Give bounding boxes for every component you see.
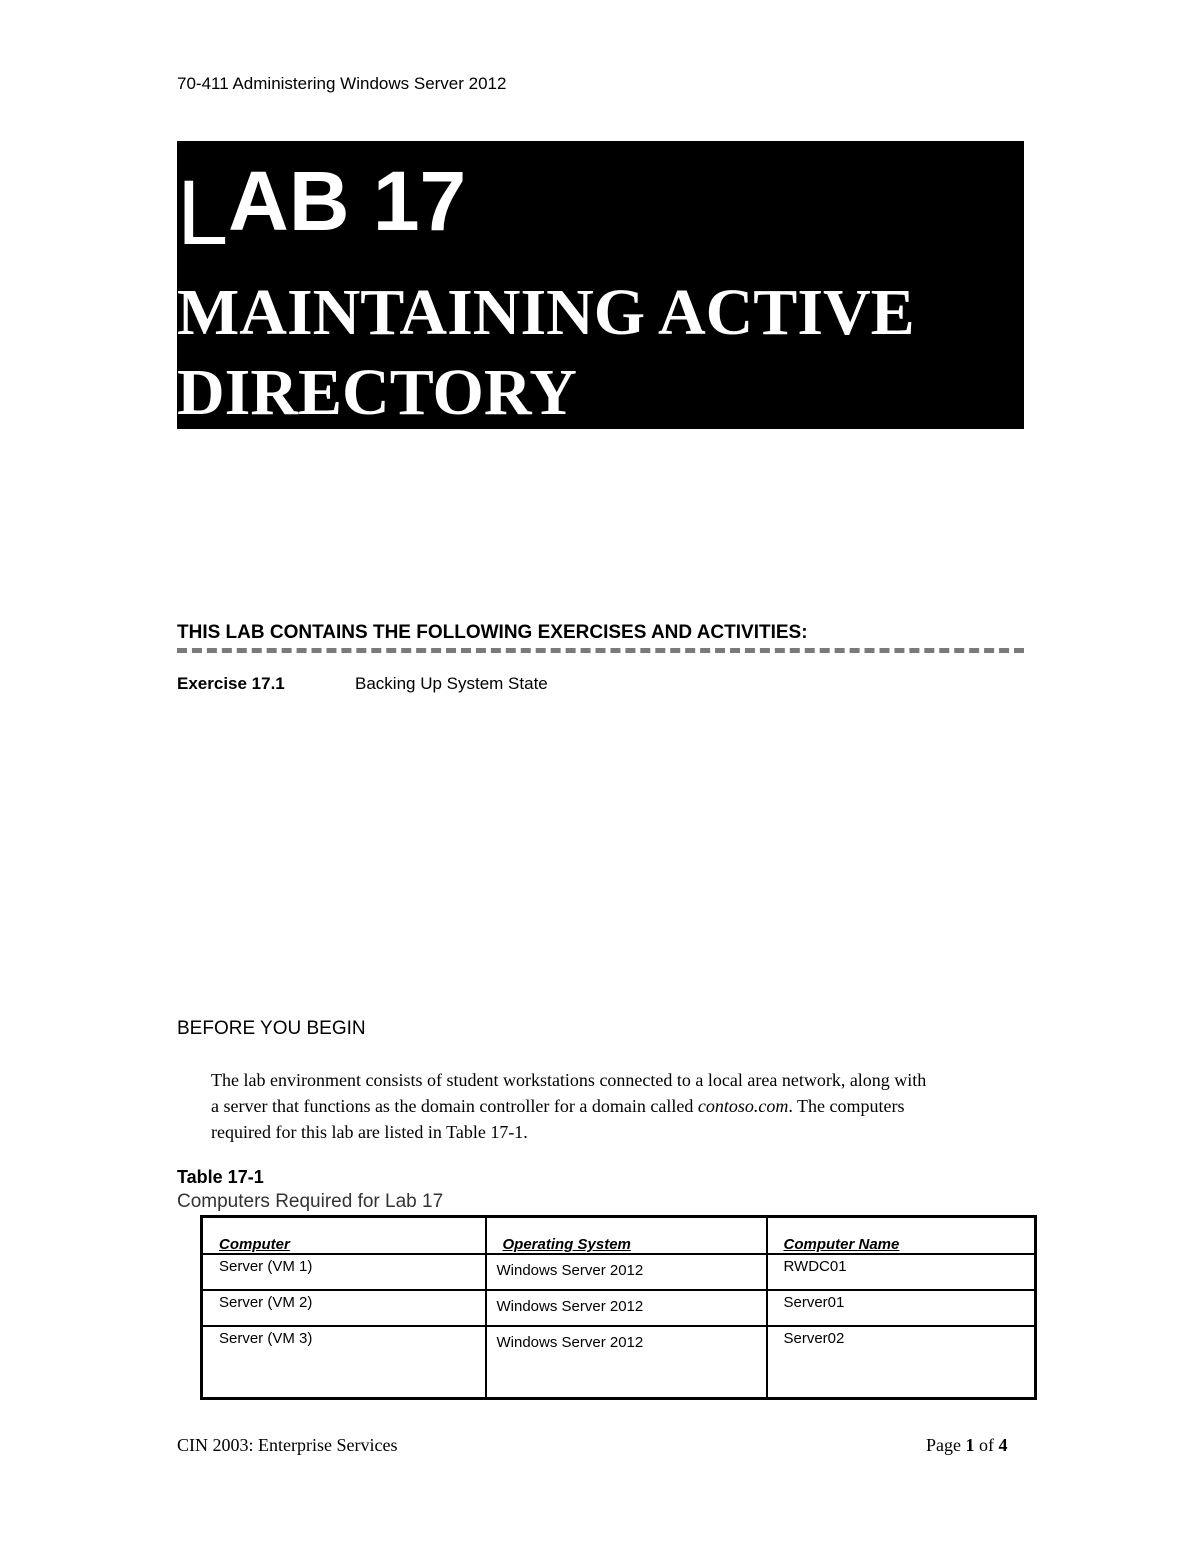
table-label: Table 17-1 bbox=[177, 1167, 264, 1187]
lab-number-rest: AB 17 bbox=[228, 154, 467, 248]
exercise-item bbox=[177, 674, 548, 694]
column-header: Computer bbox=[202, 1217, 486, 1255]
table-cell: RWDC01 bbox=[767, 1254, 1036, 1290]
table-row bbox=[202, 1290, 1036, 1326]
lab-first-letter: L bbox=[177, 162, 229, 264]
title-block bbox=[177, 141, 1024, 429]
exercise-number: Exercise 17.1 bbox=[177, 674, 285, 693]
exercise-name: Backing Up System State bbox=[355, 674, 548, 693]
lab-number bbox=[177, 153, 467, 264]
table-row bbox=[202, 1254, 1036, 1290]
table-cell: Windows Server 2012 bbox=[486, 1254, 767, 1290]
table-cell: Server (VM 1) bbox=[202, 1254, 486, 1290]
footer-course: CIN 2003: Enterprise Services bbox=[177, 1435, 398, 1455]
column-header: Operating System bbox=[486, 1217, 767, 1255]
intro-domain: contoso.com bbox=[697, 1096, 789, 1116]
footer-page-number: Page 1 of 4 bbox=[926, 1435, 1008, 1455]
table-cell: Windows Server 2012 bbox=[486, 1290, 767, 1326]
exercises-heading: THIS LAB CONTAINS THE FOLLOWING EXERCISES AND ACTIVITIES: bbox=[177, 622, 1024, 653]
table-cell: Server01 bbox=[767, 1290, 1036, 1326]
table-cell: Server (VM 3) bbox=[202, 1326, 486, 1399]
intro-paragraph bbox=[211, 1067, 931, 1145]
table-row bbox=[202, 1326, 1036, 1399]
table-header-row bbox=[202, 1217, 1036, 1255]
table-cell: Server (VM 2) bbox=[202, 1290, 486, 1326]
lab-title: MAINTAINING ACTIVE DIRECTORY bbox=[177, 276, 915, 429]
intro-text-part2: . The computers required for this lab are listed in Table 17-1. bbox=[211, 1096, 905, 1142]
intro-text-part1: The lab environment consists of student workstations connected to a local area network, along with a server that functions as the domain controller for a domain called bbox=[211, 1070, 927, 1116]
page-header: 70-411 Administering Windows Server 2012 bbox=[177, 74, 507, 93]
table-cell: Windows Server 2012 bbox=[486, 1326, 767, 1399]
column-header: Computer Name bbox=[767, 1217, 1036, 1255]
before-you-begin-heading: BEFORE YOU BEGIN bbox=[177, 1018, 366, 1039]
computers-table bbox=[200, 1215, 1037, 1400]
table-cell: Server02 bbox=[767, 1326, 1036, 1399]
table-caption: Computers Required for Lab 17 bbox=[177, 1191, 444, 1212]
